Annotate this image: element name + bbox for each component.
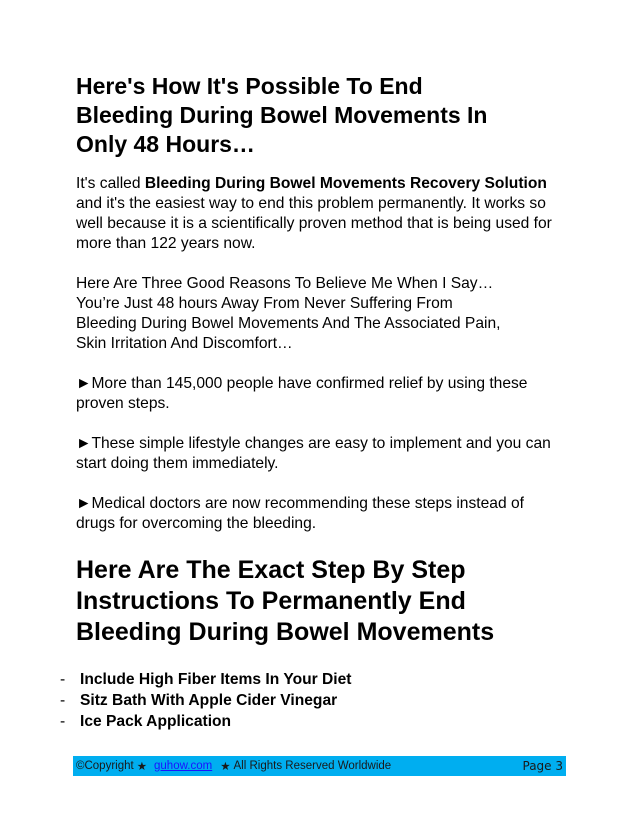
triangle-bullet-icon: ► [76, 495, 92, 512]
dash-marker: - [60, 692, 66, 709]
bullet-text: These simple lifestyle changes are easy to implement and you can start doing them immediately. [76, 435, 551, 472]
star-icon: ★ [220, 761, 231, 773]
steps-heading [76, 555, 566, 648]
reasons-paragraph [76, 274, 566, 354]
dash-marker: - [60, 671, 66, 688]
document-body [60, 72, 566, 732]
dash-marker: - [60, 713, 66, 730]
reason-bullet [76, 434, 566, 474]
page-number: Page 3 [522, 759, 563, 773]
rights-text: All Rights Reserved Worldwide [233, 760, 392, 772]
reason-bullet [76, 494, 566, 534]
reasons-line: You’re Just 48 hours Away From Never Suffering From [76, 295, 453, 312]
steps-list [60, 669, 566, 732]
triangle-bullet-icon: ► [76, 375, 92, 392]
reasons-line: Skin Irritation And Discomfort… [76, 335, 293, 352]
main-heading-line: Only 48 Hours… [76, 131, 255, 157]
list-item [60, 711, 566, 732]
steps-heading-line: Instructions To Permanently End [76, 587, 466, 615]
reason-bullet [76, 374, 566, 414]
step-label: Sitz Bath With Apple Cider Vinegar [80, 692, 338, 709]
intro-suffix: and it's the easiest way to end this problem permanently. It works so well because it is a scientifically proven method that is being used for more than 122 years now. [76, 195, 552, 252]
main-heading-line: Bleeding During Bowel Movements In [76, 102, 488, 128]
main-heading-line: Here's How It's Possible To End [76, 73, 423, 99]
reasons-line: Bleeding During Bowel Movements And The Associated Pain, [76, 315, 501, 332]
step-label: Ice Pack Application [80, 713, 232, 730]
product-name: Bleeding During Bowel Movements Recovery Solution [144, 175, 547, 192]
reasons-line: Here Are Three Good Reasons To Believe Me When I Say… [76, 275, 494, 292]
page-footer [73, 756, 566, 776]
step-label: Include High Fiber Items In Your Diet [80, 671, 352, 688]
copyright-text: ©Copyright [76, 760, 134, 772]
steps-heading-line: Here Are The Exact Step By Step [76, 556, 466, 584]
list-item [60, 669, 566, 690]
intro-paragraph [76, 174, 566, 254]
steps-heading-line: Bleeding During Bowel Movements [76, 618, 495, 646]
list-item [60, 690, 566, 711]
bullet-text: Medical doctors are now recommending these steps instead of drugs for overcoming the bleeding. [76, 495, 524, 532]
bullet-text: More than 145,000 people have confirmed relief by using these proven steps. [76, 375, 528, 412]
triangle-bullet-icon: ► [76, 435, 92, 452]
intro-prefix: It's called [76, 175, 145, 192]
website-link[interactable]: guhow.com [154, 760, 213, 772]
main-heading [76, 72, 566, 159]
star-icon: ★ [136, 761, 148, 773]
